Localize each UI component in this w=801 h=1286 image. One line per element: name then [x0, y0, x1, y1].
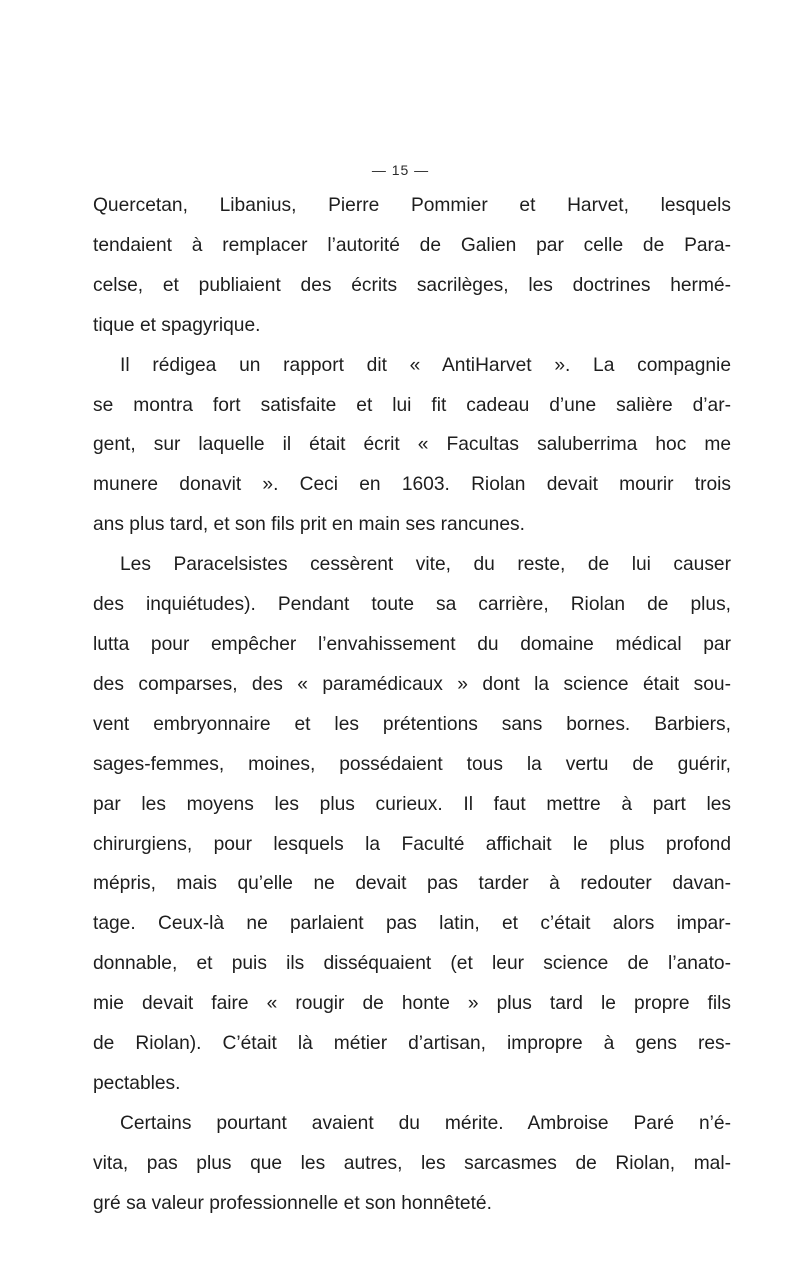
- text-line: chirurgiens, pour lesquels la Faculté affichait le plus profond: [93, 833, 731, 855]
- text-line: vita, pas plus que les autres, les sarcasmes de Riolan, mal-: [93, 1152, 731, 1174]
- text-line: de Riolan). C’était là métier d’artisan, impropre à gens res-: [93, 1033, 731, 1055]
- text-line: par les moyens les plus curieux. Il faut mettre à part les: [93, 793, 731, 815]
- text-line: mie devait faire « rougir de honte » plus tard le propre fils: [93, 993, 731, 1015]
- text-line: gent, sur laquelle il était écrit « Facultas saluberrima hoc me: [93, 434, 731, 456]
- text-line: sages-femmes, moines, possédaient tous la vertu de guérir,: [93, 753, 731, 775]
- text-line: celse, et publiaient des écrits sacrilèges, les doctrines hermé-: [93, 274, 731, 296]
- text-line: munere donavit ». Ceci en 1603. Riolan devait mourir trois: [93, 474, 731, 496]
- text-line: pectables.: [93, 1072, 181, 1094]
- text-line: Il rédigea un rapport dit « AntiHarvet ». La compagnie: [120, 354, 731, 376]
- body-text: [93, 186, 731, 1224]
- text-line: mépris, mais qu’elle ne devait pas tarder à redouter davan-: [93, 873, 731, 895]
- text-line: Quercetan, Libanius, Pierre Pommier et Harvet, lesquels: [93, 195, 731, 216]
- text-line: tendaient à remplacer l’autorité de Galien par celle de Para-: [93, 234, 731, 256]
- text-line: Certains pourtant avaient du mérite. Ambroise Paré n’é-: [120, 1112, 731, 1134]
- text-line: des inquiétudes). Pendant toute sa carrière, Riolan de plus,: [93, 594, 731, 616]
- text-line: Les Paracelsistes cessèrent vite, du reste, de lui causer: [120, 554, 731, 576]
- text-line: des comparses, des « paramédicaux » dont la science était sou-: [93, 673, 731, 695]
- text-line: tique et spagyrique.: [93, 314, 261, 336]
- text-line: lutta pour empêcher l’envahissement du domaine médical par: [93, 633, 731, 655]
- text-line: gré sa valeur professionnelle et son honnêteté.: [93, 1192, 492, 1214]
- text-line: donnable, et puis ils disséquaient (et leur science de l’anato-: [93, 953, 731, 975]
- text-line: vent embryonnaire et les prétentions sans bornes. Barbiers,: [93, 713, 731, 735]
- page-number: — 15 —: [371, 162, 430, 178]
- text-line: tage. Ceux-là ne parlaient pas latin, et c’était alors impar-: [93, 913, 731, 935]
- text-line: ans plus tard, et son fils prit en main ses rancunes.: [93, 514, 525, 536]
- text-line: se montra fort satisfaite et lui fit cadeau d’une salière d’ar-: [93, 394, 731, 416]
